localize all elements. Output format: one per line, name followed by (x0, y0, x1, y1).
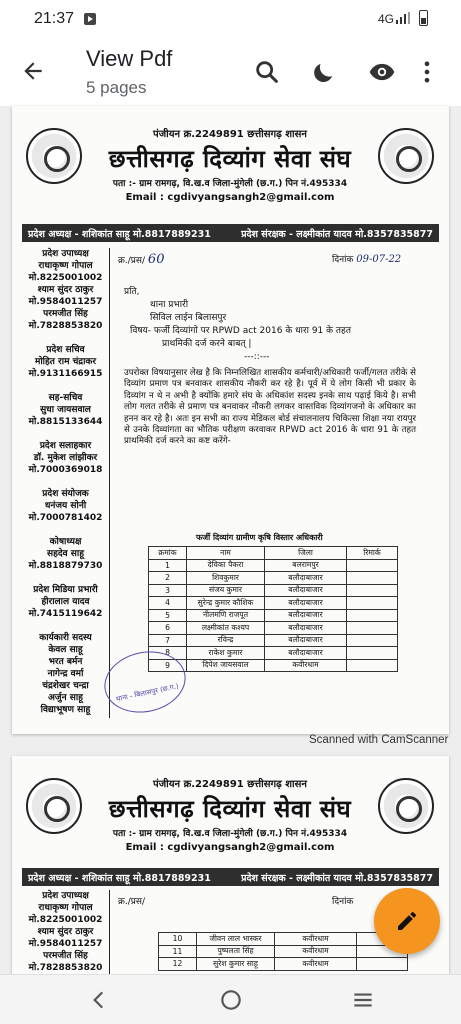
sidebar-line: कार्यकारी सदस्य (39, 633, 92, 643)
table-row (159, 933, 408, 946)
sidebar-line: प्रदेश सलाहकार (39, 441, 92, 451)
sidebar-line: परमजीत सिंह (43, 309, 88, 319)
sidebar-line: मो.7415119642 (28, 609, 103, 619)
table-header: जिला (265, 547, 347, 560)
cell: बलौदाबाजार (265, 597, 347, 610)
sidebar-line: प्रदेश सचिव (46, 345, 85, 355)
cell: 8 (149, 647, 187, 660)
org-address: पता :- ग्राम रामगढ़, वि.ख.व जिला-मुंगेली (छ.ग.) पिन नं.495334 (112, 829, 348, 839)
sidebar-line: कोषाध्यक्ष (49, 537, 82, 547)
cell: संजय कुमार (187, 584, 265, 597)
cell (347, 634, 398, 647)
sidebar-line: हीरालाल यादव (41, 597, 90, 607)
status-bar (0, 0, 461, 38)
cell (357, 958, 408, 971)
table-row (159, 958, 408, 971)
date-value: 09-07-22 (356, 254, 402, 265)
cell: 12 (159, 958, 197, 971)
president-info: प्रदेश अध्यक्ष - शशिकांत साहू मो.8817889231 (28, 873, 211, 884)
officers-table-continued (158, 932, 408, 971)
sidebar-line: केवल साहू (48, 645, 83, 655)
cell (347, 584, 398, 597)
table-header-row (149, 547, 398, 560)
signal-icon (396, 12, 410, 24)
table-row (159, 945, 408, 958)
president-info: प्रदेश अध्यक्ष - शशिकांत साहू मो.8817889231 (28, 229, 211, 240)
sidebar-line: धनंजय सोनी (44, 501, 87, 511)
cell: बलौदाबाजार (265, 609, 347, 622)
subject-line: विषय- फर्जी दिव्यांगो पर RPWD act 2016 के धारा 91 के तहत (130, 326, 351, 336)
sidebar-line: मो.8225001002 (28, 273, 103, 283)
app-bar (0, 38, 461, 106)
table-title: फर्जी दिव्यांग ग्रामीण कृषि विस्तार अधिकारी (196, 533, 323, 542)
org-email: Email : cgdivyangsangh2@gmail.com (125, 842, 335, 853)
sidebar-line: डॉ. मुकेश लांझीकर (33, 453, 98, 463)
cell: 1 (149, 559, 187, 572)
sidebar-line: प्रदेश उपाध्यक्ष (42, 249, 89, 259)
cell: जीवन लाल भास्कर (197, 933, 275, 946)
sidebar-line: चंद्रशेखर चन्द्रा (42, 681, 89, 691)
registration-text: पंजीयन क्र.2249891 छत्तीसगढ़ शासन (153, 779, 307, 790)
ref-label: क्र./प्रस/ (118, 256, 146, 266)
org-name: छत्तीसगढ़ दिव्यांग सेवा संघ (108, 144, 352, 173)
sidebar-line: प्रदेश उपाध्यक्ष (42, 891, 89, 901)
sidebar-line: मोहित राम चंद्राकर (34, 357, 97, 367)
table-row (149, 647, 398, 660)
sidebar-line: मो.8815133644 (28, 417, 103, 427)
cell: बलौदाबाजार (265, 634, 347, 647)
org-name: छत्तीसगढ़ दिव्यांग सेवा संघ (108, 794, 352, 823)
org-seal-left (26, 128, 82, 184)
moon-icon[interactable] (310, 58, 338, 86)
cell (347, 572, 398, 585)
table-header: नाम (187, 547, 265, 560)
arrow-back-icon[interactable] (20, 58, 46, 84)
cell: देविका पैकरा (187, 559, 265, 572)
sidebar-line: मो.9584011257 (28, 297, 103, 307)
cell: 6 (149, 622, 187, 635)
letter-paragraph: उपरोक्त विषयानुसार लेख है कि निम्नलिखित शासकीय कर्मचारी/अधिकारी फर्जी/गलत तरीके से दिव्यांग प्रमाण पत्र बनवाकर शासकीय नौकरी कर रहे है। पूर्व में ये लोग किसी भी प्रकार के दिव्यांग न थे न अभी है क्योंकि हमारे संघ के अधिकांश सदस्य इनके साथ पढ़ाई किये है। सभी लोग गलत तरीके से प्रमाण पत्र बनवाकर नौकरी लगकर वास्तविक दिव्यांगजनो के अधिकार का हनन कर रहे है। अतः इन सभी का राज्य मेडिकल बोर्ड संचालनालय चिकित्सा शिक्षा नया रायपुर से उनके दिव्यांगता का भौतिक परीक्षण करवाकर RPWD act 2016 के धारा 91 के तहत प्राथमिकी दर्ज करने का कष्ट करेंगे- (124, 368, 416, 447)
sidebar-line: मो.8818879730 (28, 561, 103, 571)
cell: सुरेश कुमार साहू (197, 958, 275, 971)
table-row (149, 572, 398, 585)
office-bearers-sidebar (22, 248, 110, 718)
reference-line (118, 252, 439, 268)
media-notification-icon (84, 13, 96, 25)
letter-body (118, 252, 439, 722)
stamp-text: थाना - बिलासपुर (छ.ग.) (115, 682, 180, 704)
table-row (149, 559, 398, 572)
table-row (149, 622, 398, 635)
cell: कवीरधाम (265, 659, 347, 672)
org-seal-right (378, 778, 434, 834)
cell: कवीरधाम (275, 945, 357, 958)
cell: 9 (149, 659, 187, 672)
letterhead-bar (22, 224, 439, 242)
org-email: Email : cgdivyangsangh2@gmail.com (125, 192, 335, 203)
cell: 4 (149, 597, 187, 610)
sidebar-line: मो.8225001002 (28, 915, 103, 925)
to-line: प्रति, (124, 287, 140, 297)
ref-label: क्र./प्रस/ (118, 897, 146, 907)
cell: पुष्पलता सिंह (197, 945, 275, 958)
cell: सुरेन्द्र कुमार कौशिक (187, 597, 265, 610)
cell (347, 559, 398, 572)
cell (347, 597, 398, 610)
search-icon[interactable] (253, 58, 281, 86)
cell: कवीरधाम (275, 933, 357, 946)
cell: लक्ष्मीकांत कश्यप (187, 622, 265, 635)
sidebar-line: मो.7828853820 (28, 321, 103, 331)
table-row (149, 597, 398, 610)
sidebar-line: सहदेव साहू (47, 549, 84, 559)
cell: बलौदाबाजार (265, 572, 347, 585)
ref-number: 60 (147, 252, 165, 267)
cell: 5 (149, 609, 187, 622)
org-seal-left (26, 778, 82, 834)
org-address: पता :- ग्राम रामगढ़, वि.ख.व जिला-मुंगेली (छ.ग.) पिन नं.495334 (112, 179, 348, 189)
cell: बलौदाबाजार (265, 584, 347, 597)
officers-table (148, 546, 398, 672)
sidebar-line: विद्याभूषण साहू (40, 705, 91, 715)
sidebar-line: भरत बर्मन (48, 657, 83, 667)
pdf-page-2 (12, 756, 449, 986)
date-label: दिनांक (332, 255, 354, 265)
letterhead-bar (22, 868, 439, 886)
patron-info: प्रदेश संरक्षक - लक्ष्मीकांत यादव मो.8357835877 (241, 873, 433, 884)
sidebar-line: प्रदेश मिडिया प्रभारी (33, 585, 98, 595)
network-type: 4G (378, 12, 395, 26)
date-label: दिनांक (332, 897, 354, 907)
eye-icon[interactable] (368, 58, 396, 86)
status-time: 21:37 (34, 10, 75, 27)
pdf-page-1 (12, 106, 449, 746)
cell: शिवकुमार (187, 572, 265, 585)
cell: नीलमणि राजपूत (187, 609, 265, 622)
cell: दिपेश जायसवाल (187, 659, 265, 672)
cell: 11 (159, 945, 197, 958)
table-row (149, 634, 398, 647)
cell: बलरामपुर (265, 559, 347, 572)
cell: राकेश कुमार (187, 647, 265, 660)
sidebar-line: श्याम सुंदर ठाकुर (37, 927, 94, 937)
table-row (149, 609, 398, 622)
to-line: सिविल लाईन बिलासपुर (150, 313, 227, 323)
table-header: रिमार्क (347, 547, 398, 560)
sidebar-line: श्याम सुंदर ठाकुर (37, 285, 94, 295)
cell: 7 (149, 634, 187, 647)
cell: बलौदाबाजार (265, 647, 347, 660)
sidebar-line: राधाकृष्ण गोपाल (38, 903, 93, 913)
patron-info: प्रदेश संरक्षक - लक्ष्मीकांत यादव मो.8357835877 (241, 229, 433, 240)
sidebar-line: मो.7828853820 (28, 963, 103, 973)
cell (347, 659, 398, 672)
page-title: View Pdf (86, 46, 173, 71)
camscanner-label: Scanned with CamScanner (309, 734, 449, 746)
registration-text: पंजीयन क्र.2249891 छत्तीसगढ़ शासन (153, 129, 307, 140)
sidebar-line: सुधा जायसवाल (40, 405, 91, 415)
page-count: 5 pages (86, 78, 147, 97)
divider-text: ---::--- (244, 352, 270, 362)
sidebar-line: नागेन्द्र वर्मा (47, 669, 84, 679)
sidebar-line: सह-सचिव (48, 393, 83, 403)
org-seal-right (378, 128, 434, 184)
sidebar-line: परमजीत सिंह (43, 951, 88, 961)
table-header: क्रमांक (149, 547, 187, 560)
edit-fab-button[interactable] (374, 888, 440, 954)
table-row (149, 584, 398, 597)
cell: 2 (149, 572, 187, 585)
cell: कवीरधाम (275, 958, 357, 971)
subject-line: प्राथमिकी दर्ज करने बाबत् | (162, 339, 252, 349)
sidebar-line: मो.9584011257 (28, 939, 103, 949)
nav-home-icon[interactable] (218, 987, 244, 1013)
sidebar-line: अर्जुन साहू (48, 693, 83, 703)
cell: बलौदाबाजार (265, 622, 347, 635)
sidebar-line: राधाकृष्ण गोपाल (38, 261, 93, 271)
cell: रविन्द्र (187, 634, 265, 647)
cell (347, 647, 398, 660)
sidebar-line: मो.7000369018 (28, 465, 103, 475)
pdf-viewer[interactable] (0, 106, 461, 974)
system-nav-bar (0, 974, 461, 1024)
to-line: थाना प्रभारी (150, 300, 189, 310)
cell (347, 609, 398, 622)
pencil-icon (395, 909, 419, 933)
table-row (149, 659, 398, 672)
sidebar-line: प्रदेश संयोजक (42, 489, 89, 499)
cell: 3 (149, 584, 187, 597)
sidebar-line: मो.7000781402 (28, 513, 103, 523)
sidebar-line: मो.9131166915 (28, 369, 103, 379)
nav-recents-icon[interactable] (350, 987, 376, 1013)
more-vert-icon[interactable] (420, 58, 434, 86)
nav-back-icon[interactable] (86, 987, 112, 1013)
cell (347, 622, 398, 635)
battery-icon (419, 10, 428, 26)
cell: 10 (159, 933, 197, 946)
